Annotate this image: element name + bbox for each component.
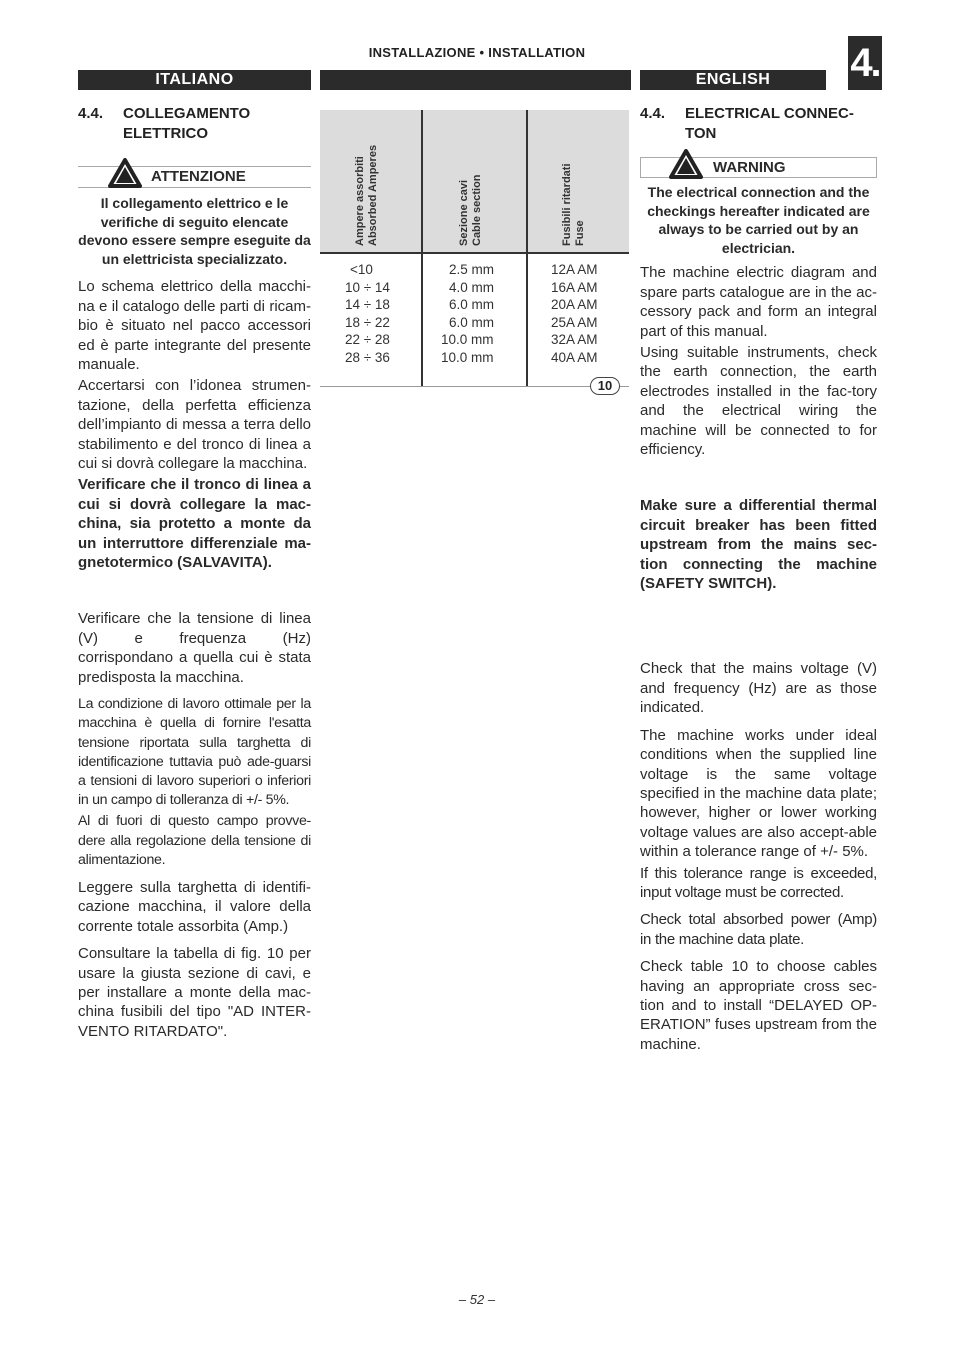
column-header-amperes (354, 145, 380, 246)
table-cell: 16A AM (551, 279, 598, 295)
table-cell: 6.0 mm (449, 297, 495, 312)
column-header-fuse (561, 163, 587, 246)
paragraph: Al di fuori di questo campo provve-dere alla regolazione della tensione di alimentazione. (78, 813, 311, 868)
section-title-line-2: ELETTRICO (123, 125, 208, 142)
table-cell: 4.0 mm (449, 279, 495, 295)
section-heading (640, 104, 877, 144)
table-cell: 28 ÷ 36 (345, 349, 390, 365)
table-cell: 14 ÷ 18 (345, 297, 390, 312)
paragraph: The machine electric diagram and spare parts catalogue are in the ac-cessory pack and form an integral part of this manual. (640, 264, 877, 340)
section-title-line-2: TON (685, 125, 717, 142)
section-number: 4.4. (640, 105, 666, 122)
paragraph: The machine works under ideal conditions when the supplied line voltage is the same voltage specified in the machine data plate; however, higher or lower working voltage values are also accept-able within a tolerance range of +/- 5%. (640, 726, 877, 861)
paragraph: Check table 10 to choose cables having an appropriate cross sec-tion and to install “DELAYED OP-ERATION” fuses upstream from the machine. (640, 958, 877, 1053)
column-header-line-1: Fusibili ritardati (561, 163, 573, 246)
column-header-cable (458, 174, 484, 246)
table-divider (421, 110, 423, 387)
warning-text: Il collegamento elettrico e le verifiche di seguito elencate devono essere sempre eseguite da un elettricista specializzato. (78, 195, 311, 267)
column-cable (441, 261, 521, 366)
section-number: 4.4. (78, 105, 104, 122)
language-bar-english: ENGLISH (640, 70, 826, 90)
table-cell: 20A AM (551, 297, 598, 312)
chapter-tab: 4. (848, 36, 882, 90)
table-cell: 18 ÷ 22 (345, 314, 390, 330)
table-cell: 32A AM (551, 332, 598, 347)
warning-box (640, 157, 877, 178)
section-title (123, 104, 250, 144)
table-divider (526, 110, 528, 387)
table-cell: <10 (350, 262, 373, 277)
english-column (640, 104, 877, 1054)
warning-label: WARNING (713, 158, 786, 176)
paragraph: Check that the mains voltage (V) and frequency (Hz) are as those indicated. (640, 660, 877, 717)
paragraph: Check total absorbed power (Amp) in the machine data plate. (640, 911, 877, 948)
paragraph: Leggere sulla targhetta di identifi-cazione macchina, il valore della corrente totale assorbita (Amp.) (78, 878, 311, 935)
column-header-line-2: Fuse (574, 220, 586, 246)
paragraph: Consultare la tabella di fig. 10 per usare la giusta sezione di cavi, e per installare a monte della mac-china fusibili del tipo "AD INTER-VENTO RITARDATO". (78, 945, 311, 1040)
paragraph: La condizione di lavoro ottimale per la macchina è quella di fornire l'esatta tensione riportata sulla targhetta di identificazione tuttavia può ade-guarsi a tensioni di lavoro superiori o inferiori in un campo di tolleranza di +/- 5%. (78, 696, 311, 809)
warning-box (78, 166, 311, 188)
table-cell: 10.0 mm (441, 332, 494, 347)
language-bar-italian: ITALIANO (78, 70, 311, 90)
column-fuse (551, 261, 621, 366)
table-cell: 12A AM (551, 262, 598, 277)
page-header-title: INSTALLAZIONE • INSTALLATION (368, 45, 586, 60)
table-cell: 6.0 mm (449, 314, 495, 330)
warning-label: ATTENZIONE (151, 168, 246, 186)
paragraph: Verificare che la tensione di linea (V) e frequenza (Hz) corrispondano a quella cui è stata predisposta la macchina. (78, 610, 311, 686)
table-bottom-rule (320, 386, 629, 387)
paragraph-bold: Verificare che il tronco di linea a cui si dovrà collegare la mac-china, sia protetto a monte da un interruttore differenziale ma-gnetotermico (SALVAVITA). (78, 476, 311, 572)
warning-triangle-icon (108, 158, 142, 188)
column-amperes (345, 261, 415, 366)
italian-column (78, 104, 311, 1041)
section-heading (78, 104, 311, 144)
paragraph-bold: Make sure a differential thermal circuit breaker has been fitted upstream from the mains sec-tion connecting the machine (SAFETY SWITCH). (640, 497, 877, 593)
warning-text: The electrical connection and the checkings hereafter indicated are always to be carried out by an electrician. (647, 184, 870, 256)
table-cell: 25A AM (551, 314, 598, 330)
table-header-rule (320, 252, 629, 254)
column-header-line-2: Cable section (471, 174, 483, 246)
figure-number-badge: 10 (590, 377, 620, 395)
page-number: – 52 – (458, 1292, 496, 1307)
paragraph: If this tolerance range is exceeded, input voltage must be corrected. (640, 864, 877, 901)
section-title-line-1: COLLEGAMENTO (123, 105, 251, 122)
warning-triangle-icon (669, 149, 703, 179)
cable-fuse-table (320, 110, 629, 387)
paragraph: Using suitable instruments, check the earth connection, the earth electrodes installed in the fac-tory and the electrical wiring the machine will be connected to for efficiency. (640, 344, 877, 459)
table-cell: 22 ÷ 28 (345, 332, 390, 347)
paragraph: Lo schema elettrico della macchi-na e il catalogo delle parti di ricam-bio è situato nel pacco accessori ed è parte integrante del presente manuale. (78, 278, 311, 373)
table-cell: 40A AM (551, 349, 598, 365)
table-cell: 10 ÷ 14 (345, 279, 390, 295)
column-header-line-1: Sezione cavi (458, 179, 470, 246)
column-header-line-1: Ampere assorbiti (354, 156, 366, 246)
section-title-line-1: ELECTRICAL CONNEC- (685, 105, 854, 122)
section-title (685, 104, 854, 144)
language-bar-middle (320, 70, 631, 90)
table-cell: 2.5 mm (449, 262, 495, 277)
paragraph: Accertarsi con l’idonea strumen-tazione, della perfetta efficienza dell’impianto di messa a terra dello stabilimento e del tronco di linea a cui si dovrà collegare la macchina. (78, 377, 311, 473)
column-header-line-2: Absorbed Amperes (367, 144, 379, 246)
table-cell: 10.0 mm (441, 349, 494, 365)
